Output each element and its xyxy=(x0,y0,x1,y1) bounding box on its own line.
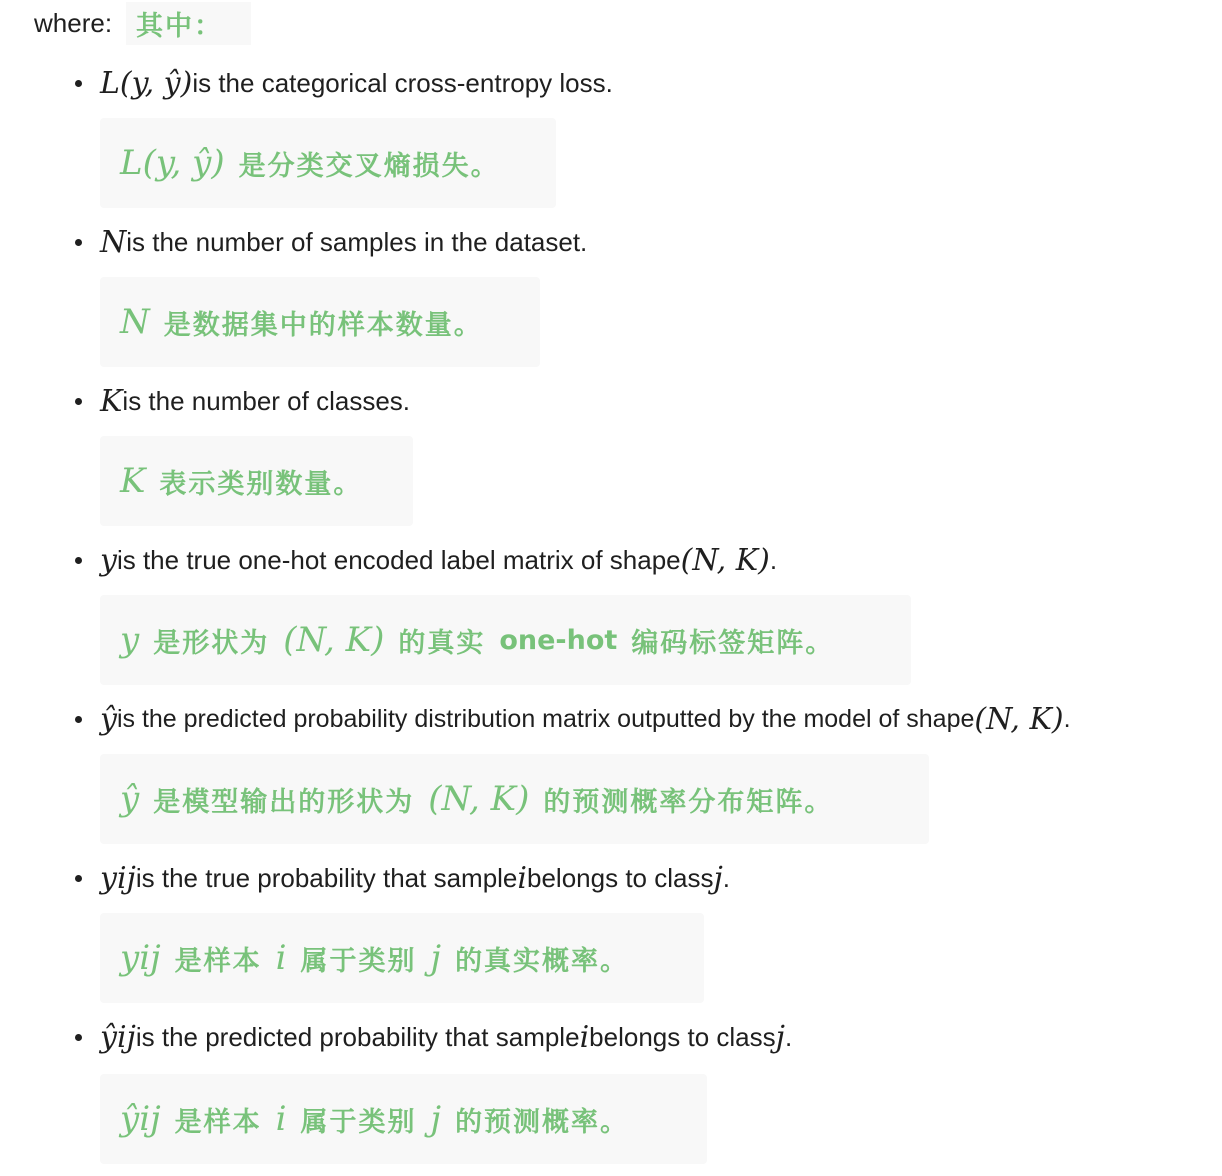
bullet-dot xyxy=(75,398,82,405)
item-text-end: . xyxy=(784,1021,793,1052)
math-term: ŷ xyxy=(120,779,140,819)
math-term: ŷ xyxy=(100,1019,117,1055)
math-shape: (N, K) xyxy=(428,779,530,819)
translation-text: 的预测概率。 xyxy=(455,1106,630,1138)
item-text: is the number of classes. xyxy=(122,385,410,416)
math-var-j: j xyxy=(430,1099,442,1139)
math-term: K xyxy=(120,461,146,501)
item-text: is the true one-hot encoded label matrix of shape xyxy=(116,544,681,575)
bullet-dot xyxy=(75,80,82,87)
bullet-dot xyxy=(75,716,82,723)
item-text: belongs to class xyxy=(589,1021,776,1052)
list-item xyxy=(75,380,410,422)
translation-block xyxy=(100,436,413,526)
translation-block xyxy=(100,595,911,685)
math-term: L(y, ŷ) xyxy=(100,65,193,101)
intro-line xyxy=(34,6,251,40)
item-text: is the predicted probability that sample xyxy=(135,1021,580,1052)
translation-block xyxy=(100,913,704,1003)
item-text: is the number of samples in the dataset. xyxy=(126,226,588,257)
list-item xyxy=(75,539,777,581)
math-term: y xyxy=(120,620,140,660)
math-var-i: i xyxy=(275,938,287,978)
item-text: belongs to class xyxy=(527,862,714,893)
translation-text: 是分类交叉熵损失。 xyxy=(238,150,500,182)
math-subscript: ij xyxy=(116,860,136,896)
translation-text: 属于类别 xyxy=(300,1106,417,1138)
math-shape: (N, K) xyxy=(283,620,385,660)
item-text: is the categorical cross-entropy loss. xyxy=(192,67,613,98)
math-term: y xyxy=(100,860,117,896)
math-shape: (N, K) xyxy=(974,701,1064,737)
translation-text: 是形状为 xyxy=(153,627,270,659)
translation-text: 的真实 xyxy=(398,627,486,659)
math-var-j: j xyxy=(713,860,723,896)
translation-text: 属于类别 xyxy=(300,945,417,977)
math-term: L(y, ŷ) xyxy=(120,143,225,183)
math-var-i: i xyxy=(579,1019,590,1055)
math-var-j: j xyxy=(430,938,442,978)
translation-text: 是样本 xyxy=(174,1106,262,1138)
math-var-i: i xyxy=(275,1099,287,1139)
item-text-end: . xyxy=(722,862,731,893)
bullet-dot xyxy=(75,239,82,246)
math-term: y xyxy=(120,938,140,978)
translation-text: 编码标签矩阵。 xyxy=(631,627,835,659)
list-item xyxy=(75,221,587,263)
item-text-end: . xyxy=(769,544,778,575)
math-term: N xyxy=(100,224,127,260)
list-item xyxy=(75,857,730,899)
math-term: N xyxy=(120,302,150,342)
translation-block xyxy=(100,1074,707,1164)
translation-block xyxy=(100,754,929,844)
intro-translation: 其中： xyxy=(126,2,251,45)
item-text: is the true probability that sample xyxy=(135,862,518,893)
list-item xyxy=(75,1016,792,1058)
math-subscript: ij xyxy=(116,1019,136,1055)
translation-code-term: one-hot xyxy=(499,624,618,656)
item-text: is the predicted probability distribution matrix outputted by the model of shape xyxy=(116,704,975,733)
math-subscript: ij xyxy=(139,938,161,978)
math-var-i: i xyxy=(517,860,528,896)
math-term: ŷ xyxy=(100,701,117,737)
translation-block xyxy=(100,277,540,367)
list-item xyxy=(75,698,1071,740)
math-shape: (N, K) xyxy=(680,542,770,578)
translation-text: 是数据集中的样本数量。 xyxy=(163,309,483,341)
translation-block xyxy=(100,118,556,208)
math-term: K xyxy=(100,383,123,419)
list-item xyxy=(75,62,613,104)
translation-text: 表示类别数量。 xyxy=(159,468,363,500)
math-term: ŷ xyxy=(120,1099,140,1139)
bullet-dot xyxy=(75,1034,82,1041)
bullet-dot xyxy=(75,875,82,882)
math-var-j: j xyxy=(775,1019,785,1055)
math-subscript: ij xyxy=(139,1099,161,1139)
item-text-end: . xyxy=(1063,704,1071,733)
translation-text: 的真实概率。 xyxy=(455,945,630,977)
bullet-dot xyxy=(75,557,82,564)
translation-text: 是模型输出的形状为 xyxy=(153,786,415,818)
translation-text: 的预测概率分布矩阵。 xyxy=(543,786,834,818)
translation-text: 是样本 xyxy=(174,945,262,977)
intro-label: where: xyxy=(34,7,113,38)
math-term: y xyxy=(100,542,117,578)
